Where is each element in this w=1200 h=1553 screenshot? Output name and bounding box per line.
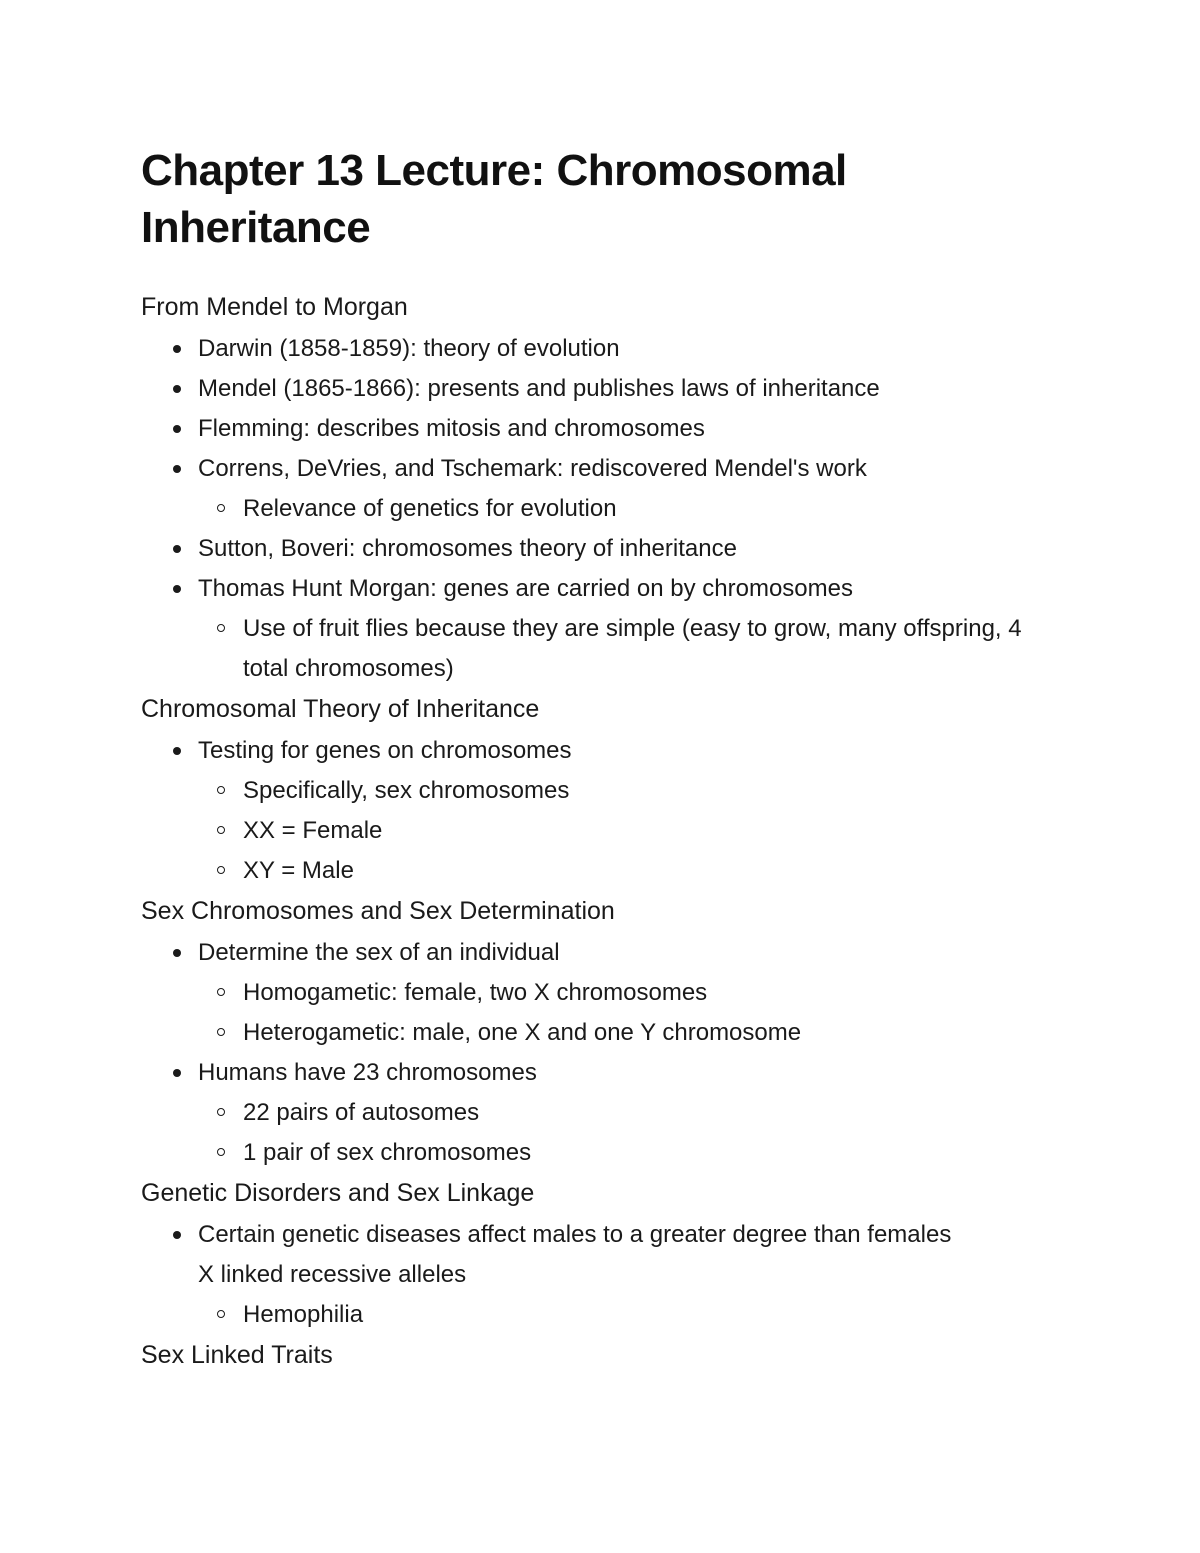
sub-bullet-list <box>198 609 1061 689</box>
bullet-list <box>141 329 1061 689</box>
section-heading: Genetic Disorders and Sex Linkage <box>141 1179 535 1207</box>
bullet-item <box>141 529 1061 569</box>
bullet-text: Darwin (1858-1859): theory of evolution <box>198 335 620 362</box>
bullet-text: Humans have 23 chromosomes <box>198 1059 537 1086</box>
bullet-item <box>141 1215 1061 1335</box>
bullet-item <box>141 731 1061 891</box>
bullet-item <box>141 449 1061 529</box>
sub-bullet-item: Heterogametic: male, one X and one Y chromosome <box>198 1013 1061 1053</box>
sub-bullet-item: 22 pairs of autosomes <box>198 1093 1061 1133</box>
bullet-text: Correns, DeVries, and Tschemark: rediscovered Mendel's work <box>198 455 867 482</box>
bullet-list <box>141 1215 1061 1335</box>
sub-bullet-item: Relevance of genetics for evolution <box>198 489 1061 529</box>
bullet-text: Certain genetic diseases affect males to a greater degree than females <box>198 1221 952 1248</box>
bullet-text: Testing for genes on chromosomes <box>198 737 572 764</box>
bullet-list <box>141 933 1061 1173</box>
section-heading: From Mendel to Morgan <box>141 293 408 321</box>
sub-bullet-list <box>198 489 1061 529</box>
sub-bullet-item: Specifically, sex chromosomes <box>198 771 1061 811</box>
sub-bullet-list <box>198 1093 1061 1173</box>
bullet-text: Determine the sex of an individual <box>198 939 560 966</box>
bullet-item <box>141 1053 1061 1173</box>
sub-bullet-item: XY = Male <box>198 851 1061 891</box>
sub-bullet-item: Use of fruit flies because they are simple (easy to grow, many offspring, 4 total chromosomes) <box>198 609 1061 689</box>
sub-bullet-item: XX = Female <box>198 811 1061 851</box>
section-heading: Sex Chromosomes and Sex Determination <box>141 897 615 925</box>
sub-bullet-item: Hemophilia <box>198 1295 1061 1335</box>
bullet-item <box>141 409 1061 449</box>
bullet-continuation-text: X linked recessive alleles <box>198 1261 467 1288</box>
section-heading: Sex Linked Traits <box>141 1341 333 1369</box>
sub-bullet-list <box>198 973 1061 1053</box>
bullet-item <box>141 933 1061 1053</box>
bullet-item <box>141 329 1061 369</box>
section-heading: Chromosomal Theory of Inheritance <box>141 695 540 723</box>
sub-bullet-list <box>198 1295 1061 1335</box>
bullet-text: Flemming: describes mitosis and chromosomes <box>198 415 705 442</box>
sub-bullet-list <box>198 771 1061 891</box>
bullet-text: Sutton, Boveri: chromosomes theory of inheritance <box>198 535 737 562</box>
bullet-item <box>141 569 1061 689</box>
bullet-text: Mendel (1865-1866): presents and publishes laws of inheritance <box>198 375 880 402</box>
page-title: Chapter 13 Lecture: Chromosomal Inheritance <box>141 146 847 252</box>
sub-bullet-item: 1 pair of sex chromosomes <box>198 1133 1061 1173</box>
bullet-text: Thomas Hunt Morgan: genes are carried on by chromosomes <box>198 575 853 602</box>
bullet-item <box>141 369 1061 409</box>
sub-bullet-item: Homogametic: female, two X chromosomes <box>198 973 1061 1013</box>
bullet-list <box>141 731 1061 891</box>
document-body <box>141 287 1061 1377</box>
